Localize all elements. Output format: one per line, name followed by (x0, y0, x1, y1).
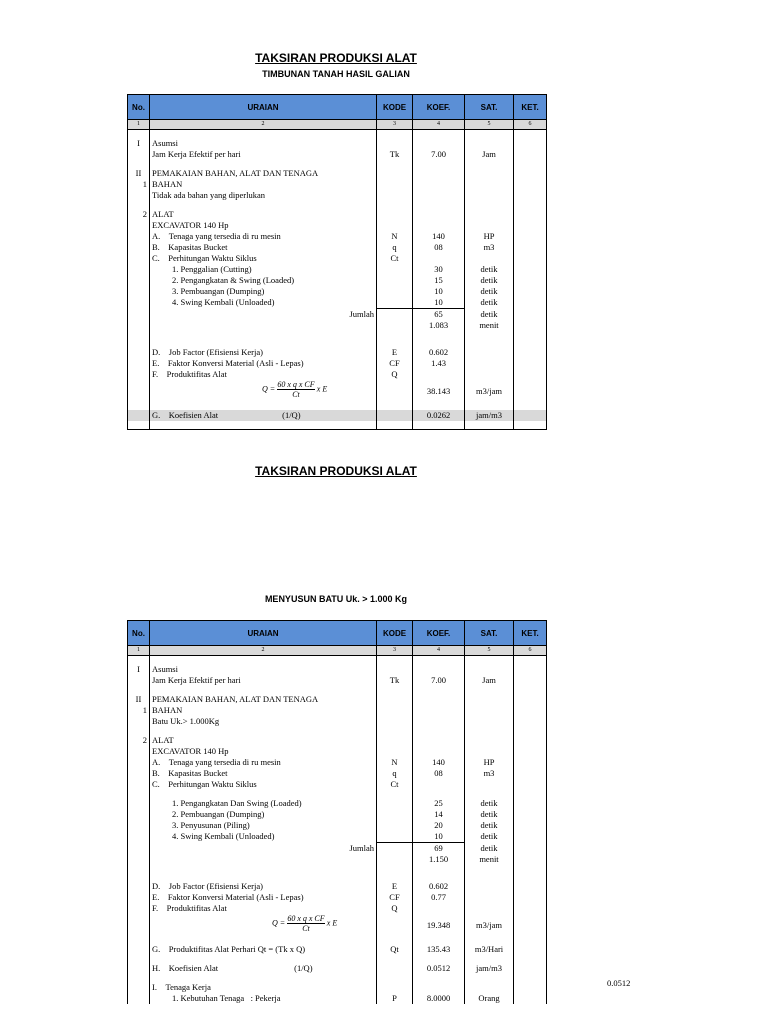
koefisien-row (128, 410, 547, 421)
index-cell: 1 (128, 646, 150, 656)
row-sat: jam/m3 (465, 963, 514, 974)
index-cell: 4 (413, 646, 465, 656)
row-sat: jam/m3 (465, 410, 514, 421)
row-label: Kapasitas Bucket (168, 768, 228, 778)
formula-denominator: Ct (277, 389, 314, 399)
cycle-label: 2. Pengangkatan & Swing (Loaded) (150, 275, 377, 286)
col-header-kode: KODE (377, 621, 413, 646)
table-row (128, 798, 547, 809)
jumlah-row (128, 843, 547, 855)
row-koef: 140 (413, 757, 465, 768)
table-row (128, 664, 547, 675)
table-row (128, 746, 547, 757)
row-label: Tenaga yang tersedia di ru mesin (168, 231, 281, 241)
row-letter: G. (152, 944, 161, 954)
cycle-sat: detik (465, 286, 514, 297)
row-kode: Ct (377, 779, 413, 790)
row-letter: G. (152, 410, 161, 420)
table-row (128, 881, 547, 892)
row-letter: D. (152, 347, 161, 357)
table-row (128, 768, 547, 779)
row-kode: CF (377, 358, 413, 369)
row-koef: 140 (413, 231, 465, 242)
jumlah-sat: detik (465, 309, 514, 321)
koefisien-row (128, 963, 547, 974)
row-label: ALAT (150, 209, 377, 220)
section2-title: TAKSIRAN PRODUKSI ALAT (255, 464, 417, 478)
productivity-formula (150, 914, 377, 936)
index-row (128, 120, 547, 130)
row-koef: 0.77 (413, 892, 465, 903)
row-label: PEMAKAIAN BAHAN, ALAT DAN TENAGA (150, 694, 377, 705)
table-row (128, 179, 547, 190)
row-koef: 0.602 (413, 347, 465, 358)
section2-subtitle: MENYUSUN BATU Uk. > 1.000 Kg (264, 594, 408, 604)
row-kode: N (377, 231, 413, 242)
row-number: 2 (128, 735, 150, 746)
header-row (128, 621, 547, 646)
row-letter: F. (152, 903, 159, 913)
cycle-label: 4. Swing Kembali (Unloaded) (150, 831, 377, 843)
row-label: Faktor Konversi Material (Asli - Lepas) (167, 358, 304, 368)
table-row (128, 757, 547, 768)
table-row (128, 149, 547, 160)
table-row (128, 820, 547, 831)
row-letter: A. (152, 231, 161, 241)
row-label: Asumsi (150, 664, 377, 675)
cycle-label: 2. Pembuangan (Dumping) (150, 809, 377, 820)
jumlah-koef: 69 (413, 843, 465, 855)
jumlah-label: Jumlah (150, 309, 377, 321)
row-letter: E. (152, 358, 160, 368)
formula-rhs: x E (326, 918, 338, 928)
row-label: Koefisien Alat (168, 410, 219, 420)
jumlah-sat-minutes: menit (465, 320, 514, 331)
index-cell: 6 (514, 646, 547, 656)
row-sat: HP (465, 757, 514, 768)
row-kode: q (377, 242, 413, 253)
col-header-koef: KOEF. (413, 95, 465, 120)
row-label: Asumsi (150, 138, 377, 149)
row-kode: CF (377, 892, 413, 903)
row-label: Tenaga Kerja (165, 982, 211, 992)
index-cell: 5 (465, 120, 514, 130)
row-sat: m3/jam (465, 914, 514, 936)
index-cell: 2 (150, 120, 377, 130)
index-cell: 3 (377, 120, 413, 130)
row-letter: C. (152, 779, 160, 789)
row-koef: 135.43 (413, 944, 465, 955)
table-row (128, 779, 547, 790)
section1-table (127, 94, 547, 430)
jumlah-koef-minutes: 1.150 (413, 854, 465, 865)
table-row (128, 716, 547, 727)
cycle-koef: 10 (413, 297, 465, 309)
jumlah-koef: 65 (413, 309, 465, 321)
row-koef: 19.348 (413, 914, 465, 936)
cycle-label: 1. Penggalian (Cutting) (150, 264, 377, 275)
section1-title: TAKSIRAN PRODUKSI ALAT (255, 51, 417, 65)
row-koef: 08 (413, 768, 465, 779)
col-header-no: No. (128, 95, 150, 120)
row-koef: 0.602 (413, 881, 465, 892)
col-header-koef: KOEF. (413, 621, 465, 646)
col-header-ket: KET. (514, 621, 547, 646)
table-row (128, 944, 547, 955)
row-letter: B. (152, 768, 160, 778)
row-label: EXCAVATOR 140 Hp (150, 220, 377, 231)
cycle-sat: detik (465, 264, 514, 275)
index-cell: 5 (465, 646, 514, 656)
table-row (128, 831, 547, 843)
row-letter: A. (152, 757, 161, 767)
row-number: 1 (128, 179, 150, 190)
row-koef: 38.143 (413, 380, 465, 402)
row-letter: I. (152, 982, 157, 992)
row-label: Tidak ada bahan yang diperlukan (150, 190, 377, 201)
row-koef: 7.00 (413, 675, 465, 686)
cycle-label: 4. Swing Kembali (Unloaded) (150, 297, 377, 309)
row-label: PEMAKAIAN BAHAN, ALAT DAN TENAGA (150, 168, 377, 179)
col-header-uraian: URAIAN (150, 95, 377, 120)
row-letter: B. (152, 242, 160, 252)
row-sat: Orang (465, 993, 514, 1004)
row-label: 1. Kebutuhan Tenaga (172, 993, 245, 1003)
formula-rhs: x E (316, 384, 328, 394)
table-row (128, 190, 547, 201)
row-number: I (128, 664, 150, 675)
table-row (128, 138, 547, 149)
header-row (128, 95, 547, 120)
row-sat: Jam (465, 675, 514, 686)
row-koef: 7.00 (413, 149, 465, 160)
section2-table (127, 620, 547, 1004)
col-header-sat: SAT. (465, 621, 514, 646)
row-label: Faktor Konversi Material (Asli - Lepas) (167, 892, 304, 902)
formula-lhs: Q = (272, 918, 286, 928)
table-row (128, 735, 547, 746)
section1-subtitle: TIMBUNAN TANAH HASIL GALIAN (262, 69, 410, 79)
table-row (128, 705, 547, 716)
table-row (128, 242, 547, 253)
cycle-sat: detik (465, 275, 514, 286)
formula-denominator: Ct (287, 923, 324, 933)
jumlah-sat-minutes: menit (465, 854, 514, 865)
row-number: 2 (128, 209, 150, 220)
cycle-koef: 14 (413, 809, 465, 820)
table-row (128, 675, 547, 686)
table-row (128, 264, 547, 275)
row-letter: H. (152, 963, 161, 973)
col-header-no: No. (128, 621, 150, 646)
row-sat: m3/Hari (465, 944, 514, 955)
row-koef (413, 253, 465, 264)
row-label: Kapasitas Bucket (168, 242, 228, 252)
row-number: II (128, 694, 150, 705)
row-letter: C. (152, 253, 160, 263)
table-row (128, 209, 547, 220)
table-row (128, 253, 547, 264)
cycle-sat: detik (465, 798, 514, 809)
table-row (128, 358, 547, 369)
index-cell: 4 (413, 120, 465, 130)
cycle-sat: detik (465, 820, 514, 831)
row-number: I (128, 138, 150, 149)
row-kode: P (377, 993, 413, 1004)
table-row (128, 694, 547, 705)
row-label: Job Factor (Efisiensi Kerja) (168, 347, 263, 357)
row-kode: E (377, 347, 413, 358)
table-row (128, 297, 547, 309)
formula-row (128, 914, 547, 936)
row-label: Perhitungan Waktu Siklus (168, 779, 257, 789)
row-sat: m3 (465, 242, 514, 253)
row-sat: HP (465, 231, 514, 242)
row-label: Jam Kerja Efektif per hari (150, 675, 377, 686)
formula-numerator: 60 x q x CF (287, 914, 325, 923)
row-role: : Pekerja (250, 993, 281, 1003)
cycle-koef: 30 (413, 264, 465, 275)
jumlah-sat: detik (465, 843, 514, 855)
row-sat: m3 (465, 768, 514, 779)
index-row (128, 646, 547, 656)
table-row (128, 993, 547, 1004)
col-header-uraian: URAIAN (150, 621, 377, 646)
row-kode: Q (377, 903, 413, 914)
row-label: Jam Kerja Efektif per hari (150, 149, 377, 160)
table-row (128, 369, 547, 380)
row-sat: Jam (465, 149, 514, 160)
cycle-sat: detik (465, 297, 514, 309)
row-label: Produktifitas Alat (166, 903, 227, 913)
table-row (128, 275, 547, 286)
jumlah-label: Jumlah (150, 843, 377, 855)
row-label: Produktifitas Alat (166, 369, 227, 379)
formula-numerator: 60 x q x CF (277, 380, 315, 389)
row-letter: F. (152, 369, 159, 379)
table-row (128, 286, 547, 297)
row-kode: q (377, 768, 413, 779)
cycle-koef: 15 (413, 275, 465, 286)
row-koef: 8.0000 (413, 993, 465, 1004)
cycle-label: 3. Penyusunan (Piling) (150, 820, 377, 831)
cycle-koef: 20 (413, 820, 465, 831)
row-kode: N (377, 757, 413, 768)
table-row (128, 903, 547, 914)
row-sat (465, 779, 514, 790)
koefisien-expr: (1/Q) (282, 410, 301, 420)
cycle-koef: 25 (413, 798, 465, 809)
row-kode: E (377, 881, 413, 892)
row-sat: m3/jam (465, 380, 514, 402)
row-kode: Tk (377, 149, 413, 160)
table-row (128, 854, 547, 865)
index-cell: 3 (377, 646, 413, 656)
row-label: Job Factor (Efisiensi Kerja) (168, 881, 263, 891)
row-label: Koefisien Alat (168, 963, 219, 973)
row-number: 1 (128, 705, 150, 716)
index-cell: 1 (128, 120, 150, 130)
table-row (128, 892, 547, 903)
cycle-koef: 10 (413, 286, 465, 297)
row-kode: Ct (377, 253, 413, 264)
cycle-sat: detik (465, 831, 514, 843)
col-header-kode: KODE (377, 95, 413, 120)
table-row (128, 168, 547, 179)
col-header-ket: KET. (514, 95, 547, 120)
table-row (128, 231, 547, 242)
row-label: Batu Uk.> 1.000Kg (150, 716, 377, 727)
index-cell: 2 (150, 646, 377, 656)
table-row (128, 809, 547, 820)
row-letter: D. (152, 881, 161, 891)
formula-lhs: Q = (262, 384, 276, 394)
table-row (128, 347, 547, 358)
row-kode: Tk (377, 675, 413, 686)
row-number: II (128, 168, 150, 179)
col-header-sat: SAT. (465, 95, 514, 120)
row-koef: 0.0262 (413, 410, 465, 421)
row-koef (413, 779, 465, 790)
cycle-sat: detik (465, 809, 514, 820)
koefisien-expr: (1/Q) (294, 963, 313, 973)
row-label: BAHAN (150, 179, 377, 190)
row-koef: 08 (413, 242, 465, 253)
cycle-label: 3. Pembuangan (Dumping) (150, 286, 377, 297)
jumlah-row (128, 309, 547, 321)
row-label: EXCAVATOR 140 Hp (150, 746, 377, 757)
row-label: Tenaga yang tersedia di ru mesin (168, 757, 281, 767)
cycle-label: 1. Pengangkatan Dan Swing (Loaded) (150, 798, 377, 809)
row-label: Produktifitas Alat Perhari Qt = (Tk x Q) (168, 944, 306, 954)
table-row (128, 320, 547, 331)
cycle-koef: 10 (413, 831, 465, 843)
outside-koefisien-value: 0.0512 (607, 978, 631, 988)
jumlah-koef-minutes: 1.083 (413, 320, 465, 331)
row-label: ALAT (150, 735, 377, 746)
productivity-formula (150, 380, 377, 402)
row-kode: Q (377, 369, 413, 380)
table-row (128, 982, 547, 993)
formula-row (128, 380, 547, 402)
row-kode: Qt (377, 944, 413, 955)
index-cell: 6 (514, 120, 547, 130)
row-label: BAHAN (150, 705, 377, 716)
row-koef: 1.43 (413, 358, 465, 369)
row-koef: 0.0512 (413, 963, 465, 974)
row-sat (465, 253, 514, 264)
row-letter: E. (152, 892, 160, 902)
table-row (128, 220, 547, 231)
row-label: Perhitungan Waktu Siklus (168, 253, 257, 263)
